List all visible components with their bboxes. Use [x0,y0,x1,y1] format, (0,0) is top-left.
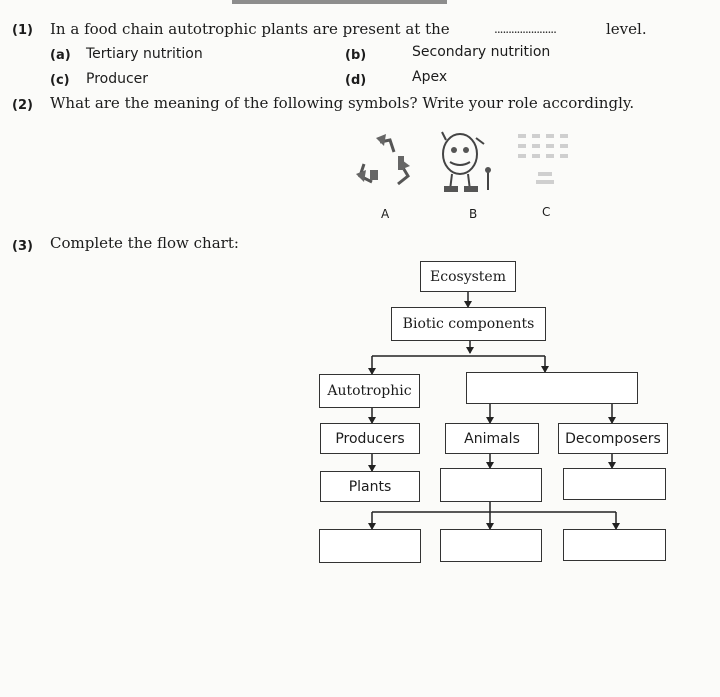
question-2-text: What are the meaning of the following symbols? Write your role accordingly. [50,94,635,112]
question-1-blank[interactable]: ...................... [494,22,556,36]
question-3-text: Complete the flow chart: [50,234,239,252]
option-d-key: (d) [345,73,367,88]
flowchart-producers-box: Producers [320,423,420,454]
flowchart-decomposers-box: Decomposers [558,423,668,454]
flowchart-biotic-box: Biotic components [391,307,546,341]
flowchart-heterotrophic-blank[interactable] [466,372,638,404]
flowchart-plants-box: Plants [320,471,420,502]
symbol-a-label: A [381,207,390,221]
flowchart-bottom-blank-3[interactable] [563,529,666,561]
question-2-number: (2) [12,98,33,113]
symbol-c-label: C [542,205,551,219]
question-1-suffix: level. [606,20,647,38]
flowchart-bottom-blank-2[interactable] [440,529,542,562]
option-a-key: (a) [50,48,71,63]
option-a-text: Tertiary nutrition [86,46,203,62]
flowchart-animals-blank[interactable] [440,468,542,502]
flowchart-autotrophic-box: Autotrophic [319,374,420,408]
flowchart-ecosystem-box: Ecosystem [420,261,516,292]
flowchart-bottom-blank-1[interactable] [319,529,421,563]
question-1-number: (1) [12,23,33,38]
question-1-text: In a food chain autotrophic plants are present at the [50,20,450,38]
flowchart-animals-box: Animals [445,423,539,454]
option-b-key: (b) [345,48,367,63]
symbol-b-label: B [469,207,478,221]
question-3-number: (3) [12,239,33,254]
option-b-text: Secondary nutrition [412,44,551,60]
option-d-text: Apex [412,69,448,85]
option-c-text: Producer [86,71,149,87]
flowchart-decomposers-blank[interactable] [563,468,666,500]
option-c-key: (c) [50,73,70,88]
